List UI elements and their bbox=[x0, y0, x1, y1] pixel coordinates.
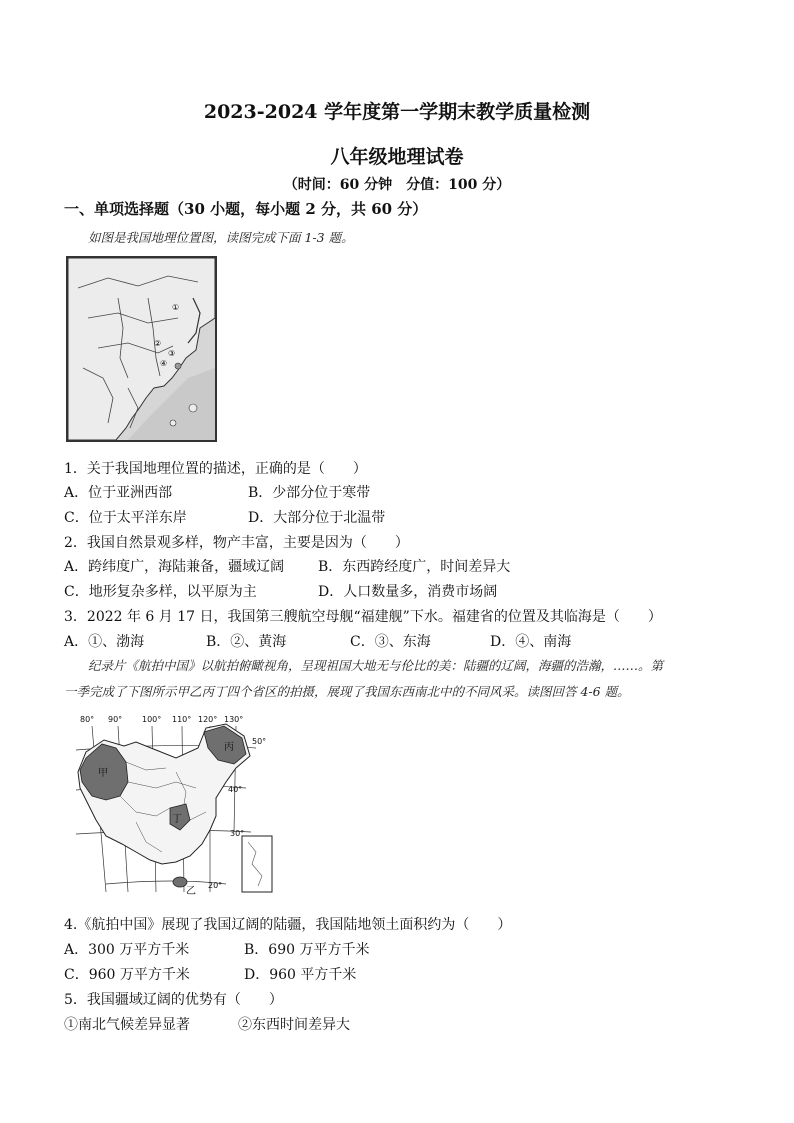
q5-item-1: ①南北气候差异显著 bbox=[64, 1017, 190, 1033]
map1-marker-1: ① bbox=[172, 303, 180, 312]
q1-option-b: B．少部分位于寒带 bbox=[248, 485, 371, 501]
q4-option-a: A．300 万平方千米 bbox=[64, 942, 190, 958]
question-4-stem: 4.《航拍中国》展现了我国辽阔的陆疆，我国陆地领土面积约为（ ） bbox=[64, 917, 512, 933]
q3-option-a: A．①、渤海 bbox=[64, 634, 145, 650]
lon-label-80: 80° bbox=[80, 715, 95, 724]
map1-marker-3: ③ bbox=[168, 349, 176, 358]
section-intro: 如图是我国地理位置图，读图完成下面 1-3 题。 bbox=[88, 230, 354, 245]
exam-subtitle: 八年级地理试卷 bbox=[330, 146, 464, 168]
lat-label-40: 40° bbox=[228, 785, 243, 794]
q1-option-c: C．位于太平洋东岸 bbox=[64, 510, 187, 526]
q4-option-c: C．960 万平方千米 bbox=[64, 967, 190, 983]
q2-option-c: C．地形复杂多样，以平原为主 bbox=[64, 584, 257, 600]
passage-line-1: 纪录片《航拍中国》以航拍俯瞰视角，呈现祖国大地无与伦比的美：陆疆的辽阔，海疆的浩瀚，……。第 bbox=[88, 658, 664, 673]
question-1-stem: 1．关于我国地理位置的描述，正确的是（ ） bbox=[64, 461, 367, 477]
lat-label-30: 30° bbox=[230, 829, 245, 838]
province-label-yi: 乙 bbox=[186, 886, 196, 897]
q3-option-c: C．③、东海 bbox=[350, 634, 431, 650]
q2-option-a: A．跨纬度广，海陆兼备，疆域辽阔 bbox=[64, 559, 285, 575]
lat-label-20: 20° bbox=[208, 881, 223, 890]
lat-label-50: 50° bbox=[252, 737, 267, 746]
q2-option-b: B．东西跨经度广，时间差异大 bbox=[318, 559, 511, 575]
question-2-stem: 2．我国自然景观多样，物产丰富，主要是因为（ ） bbox=[64, 535, 409, 551]
section-heading: 一、单项选择题（30 小题，每小题 2 分，共 60 分） bbox=[64, 200, 428, 218]
china-location-map bbox=[66, 256, 217, 442]
exam-title: 2023-2024 学年度第一学期末教学质量检测 bbox=[203, 101, 591, 123]
map1-marker-2: ② bbox=[154, 339, 162, 348]
province-label-bing: 丙 bbox=[224, 742, 234, 753]
q3-option-d: D．④、南海 bbox=[490, 634, 572, 650]
question-3-stem: 3．2022 年 6 月 17 日，我国第三艘航空母舰“福建舰”下水。福建省的位置及其临海是（ ） bbox=[64, 609, 662, 625]
q1-option-d: D．大部分位于北温带 bbox=[248, 510, 386, 526]
lon-label-90: 90° bbox=[108, 715, 123, 724]
lon-label-100: 100° bbox=[142, 715, 162, 724]
passage-line-2: 一季完成了下图所示甲乙丙丁四个省区的拍摄，展现了我国东西南北中的不同风采。读图回答 4-6 题。 bbox=[64, 684, 630, 699]
exam-info: （时间：60 分钟 分值：100 分） bbox=[283, 177, 511, 193]
province-label-jia: 甲 bbox=[98, 768, 108, 779]
q3-option-b: B．②、黄海 bbox=[206, 634, 287, 650]
question-5-stem: 5．我国疆域辽阔的优势有（ ） bbox=[64, 992, 283, 1008]
q5-item-2: ②东西时间差异大 bbox=[238, 1017, 350, 1033]
q4-option-b: B．690 万平方千米 bbox=[244, 942, 370, 958]
provinces-map bbox=[66, 712, 276, 898]
lon-label-120: 120° bbox=[198, 715, 218, 724]
province-label-ding: 丁 bbox=[172, 814, 182, 825]
q1-option-a: A．位于亚洲西部 bbox=[64, 485, 173, 501]
lon-label-110: 110° bbox=[172, 715, 192, 724]
q2-option-d: D．人口数量多，消费市场阔 bbox=[318, 584, 498, 600]
lon-label-130: 130° bbox=[224, 715, 244, 724]
map1-marker-4: ④ bbox=[160, 359, 168, 368]
q4-option-d: D．960 平方千米 bbox=[244, 967, 357, 983]
